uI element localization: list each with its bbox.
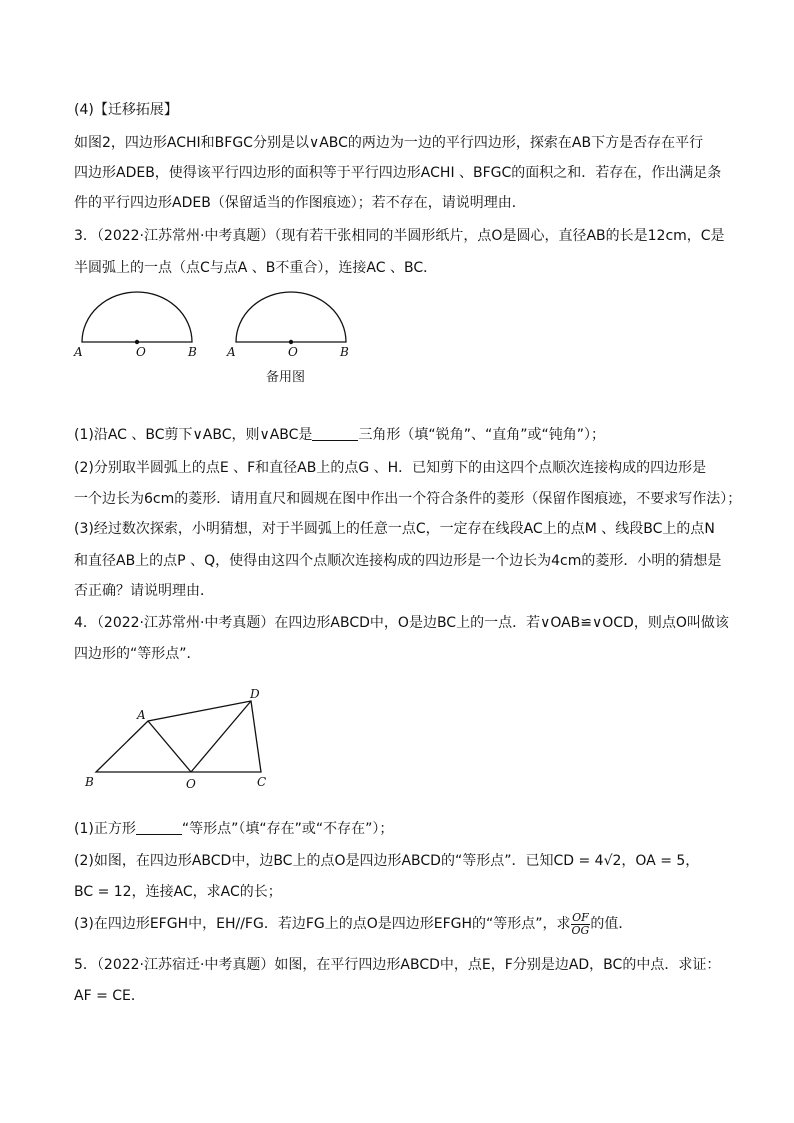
label-c: C bbox=[257, 775, 267, 789]
q3-part1-prefix: (1)沿AC 、BC剪下∨ABC，则∨ABC是 bbox=[74, 427, 313, 443]
center-dot-left bbox=[135, 340, 139, 344]
label-a-right: A bbox=[227, 345, 236, 359]
q4-part3-suffix: 的值． bbox=[590, 916, 633, 932]
figure-caption: 备用图 bbox=[266, 370, 306, 385]
answer-blank[interactable] bbox=[136, 820, 182, 835]
q3-part1 bbox=[74, 425, 605, 445]
segment-od bbox=[191, 701, 251, 772]
q3-part1-suffix: 三角形（填“锐角”、“直角”或“钝角”）； bbox=[358, 427, 605, 443]
q4-part3 bbox=[74, 910, 632, 938]
label-a-left: A bbox=[74, 345, 83, 359]
label-o-right: O bbox=[288, 345, 298, 359]
label-a: A bbox=[137, 708, 146, 722]
quadrilateral-abcd bbox=[96, 701, 261, 772]
fraction-numerator: OF bbox=[572, 910, 589, 924]
p4-text-line-1: 如图2，四边形ACHI和BFGC分别是以∨ABC的两边为一边的平行四边形，探索在AB下方是否存在平行 bbox=[74, 135, 704, 151]
p4-heading: (4)【迁移拓展】 bbox=[74, 102, 178, 118]
label-o-left: O bbox=[136, 345, 146, 359]
q3-line-1: 3．（2022·江苏常州·中考真题）（现有若干张相同的半圆形纸片，点O是圆心，直径AB的长是12cm，C是 bbox=[74, 228, 725, 244]
p4-text-line-2: 四边形ADEB，使得该平行四边形的面积等于平行四边形ACHI 、BFGC的面积之和．若存在，作出满足条 bbox=[74, 165, 722, 181]
answer-blank[interactable] bbox=[312, 426, 358, 441]
label-b-right: B bbox=[340, 345, 349, 359]
q5-line-1: 5．（2022·江苏宿迁·中考真题）如图，在平行四边形ABCD中，点E，F分别是边AD，BC的中点．求证： bbox=[74, 957, 721, 973]
semicircle-right bbox=[236, 292, 346, 342]
q5-line-2: AF = CE． bbox=[74, 988, 145, 1004]
q3-part3-line-1: (3)经过数次探索，小明猜想，对于半圆弧上的任意一点C，一定存在线段AC上的点M 、线段BC上的点N bbox=[74, 521, 715, 537]
label-d: D bbox=[250, 687, 260, 701]
q4-part2-line-1: (2)如图，在四边形ABCD中，边BC上的点O是四边形ABCD的“等形点”．已知CD = 4√2，OA = 5， bbox=[74, 853, 700, 869]
label-o: O bbox=[186, 777, 196, 791]
center-dot-right bbox=[289, 340, 293, 344]
q4-part3-prefix: (3)在四边形EFGH中，EH//FG．若边FG上的点O是四边形EFGH的“等形点”，求 bbox=[74, 916, 571, 932]
q3-part2-line-1: (2)分别取半圆弧上的点E 、F和直径AB上的点G 、H．已知剪下的由这四个点顺次连接构成的四边形是 bbox=[74, 460, 707, 476]
q4-line-1: 4．（2022·江苏常州·中考真题）在四边形ABCD中，O是边BC上的一点．若∨OAB≌∨OCD，则点O叫做该 bbox=[74, 615, 729, 631]
q4-part2-line-2: BC = 12，连接AC，求AC的长； bbox=[74, 884, 282, 900]
q4-part1 bbox=[74, 819, 393, 839]
label-b: B bbox=[85, 775, 94, 789]
fraction-denominator: OG bbox=[571, 923, 590, 937]
q3-part3-line-2: 和直径AB上的点P 、Q，使得由这四个点顺次连接构成的四边形是一个边长为4cm的菱形．小明的猜想是 bbox=[74, 553, 722, 569]
segment-ao bbox=[148, 721, 191, 772]
fraction-of-og bbox=[571, 912, 591, 937]
q3-semicircle-figures bbox=[70, 290, 360, 362]
semicircle-left bbox=[82, 292, 192, 342]
q3-line-2: 半圆弧上的一点（点C与点A 、B不重合），连接AC 、BC． bbox=[74, 260, 438, 276]
p4-text-line-3: 件的平行四边形ADEB（保留适当的作图痕迹）；若不存在，请说明理由． bbox=[74, 195, 526, 211]
q3-part3-line-3: 否正确？请说明理由． bbox=[74, 583, 214, 599]
q4-quadrilateral-figure bbox=[80, 682, 280, 794]
q4-part1-suffix: “等形点”（填“存在”或“不存在”）； bbox=[181, 821, 394, 837]
label-b-left: B bbox=[188, 345, 197, 359]
q4-line-2: 四边形的“等形点”． bbox=[74, 646, 201, 662]
q4-part1-prefix: (1)正方形 bbox=[74, 821, 136, 837]
q3-part2-line-2: 一个边长为6cm的菱形．请用直尺和圆规在图中作出一个符合条件的菱形（保留作图痕迹，不要求写作法）； bbox=[74, 491, 742, 507]
